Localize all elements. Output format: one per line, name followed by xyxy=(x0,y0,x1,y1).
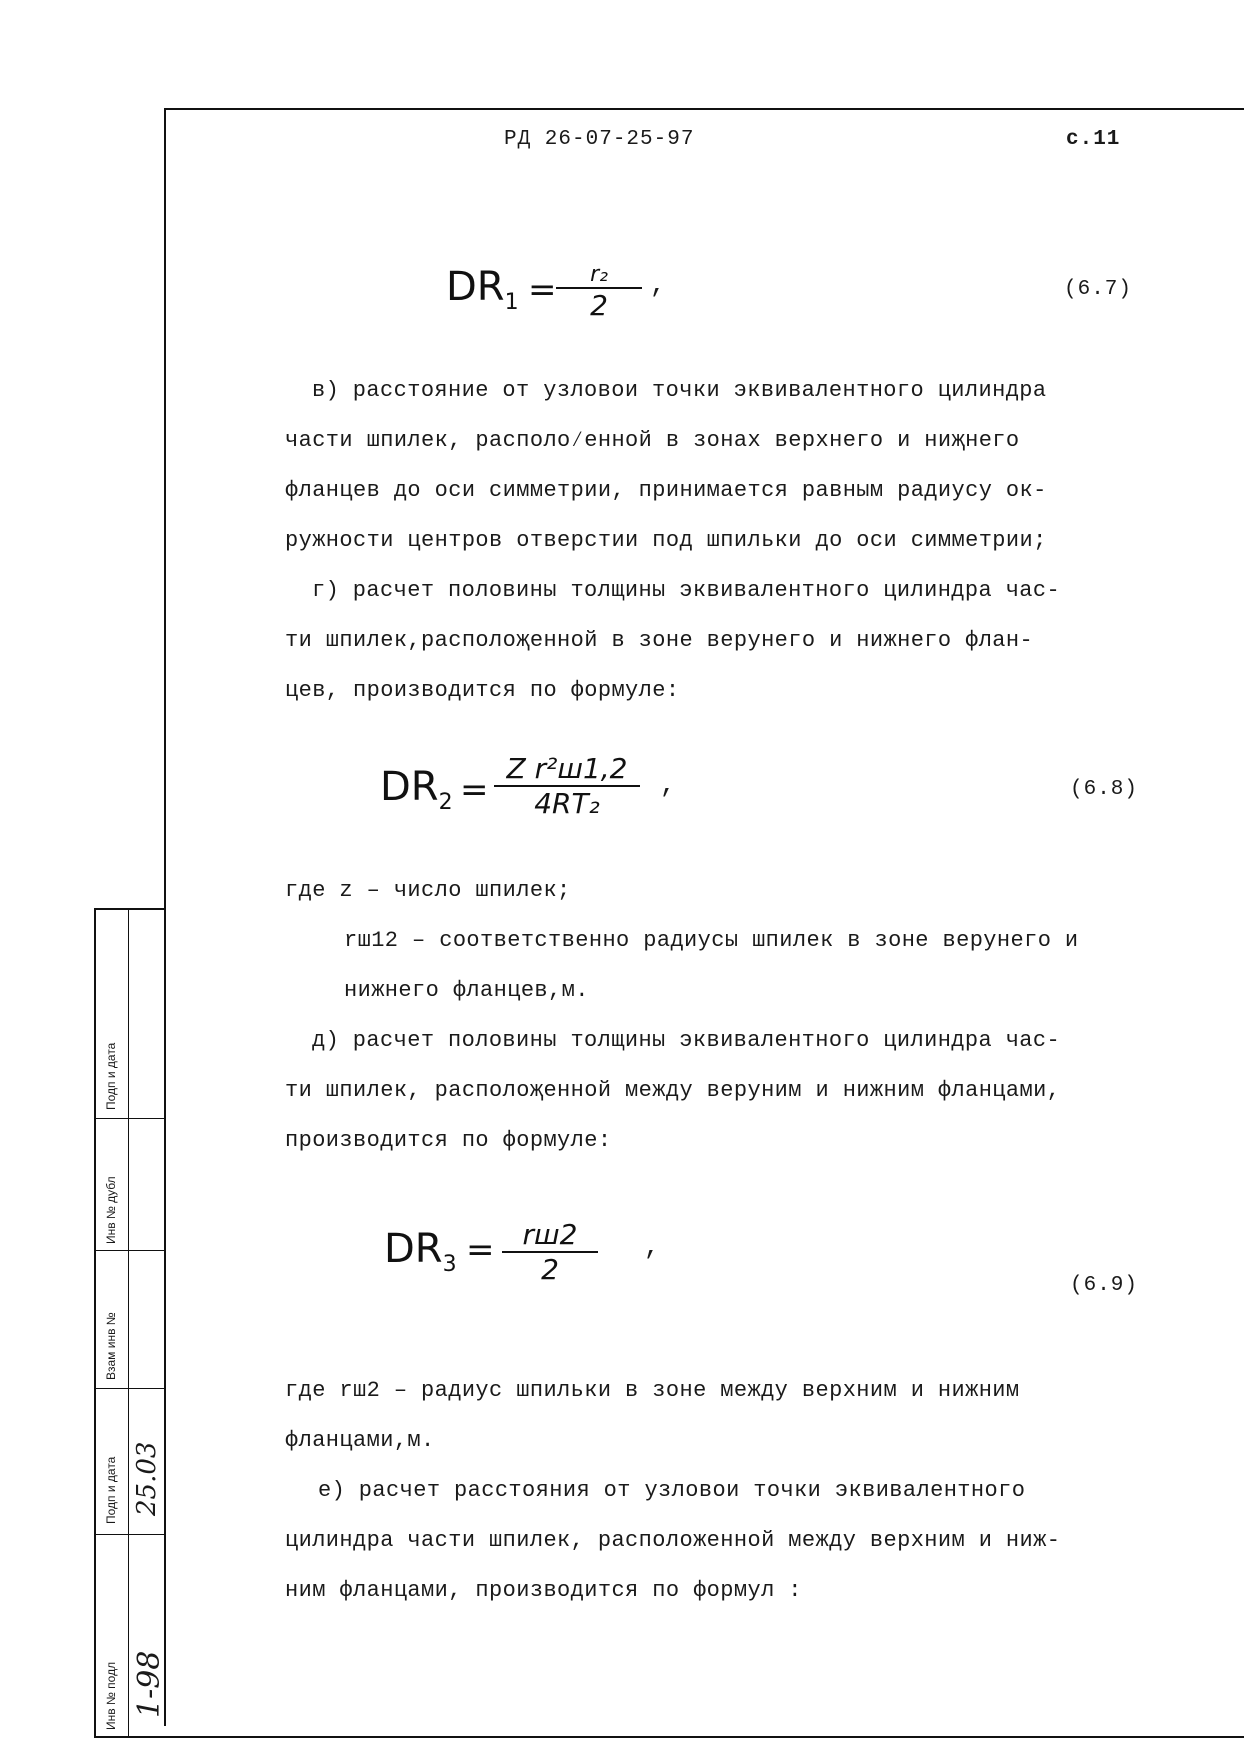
text-line: ружности центров отверстии под шпильки до оси симметрии; xyxy=(285,528,1047,553)
stamp-label: Инв № дубл xyxy=(104,1176,118,1244)
frame-top-border xyxy=(166,108,1244,110)
frame-bottom-border xyxy=(96,1736,1244,1738)
equation-number-6-7: (6.7) xyxy=(1064,278,1133,301)
margin-stamp xyxy=(94,908,166,1738)
text-line: где rш2 – радиус шпильки в зоне между верхним и нижним xyxy=(285,1378,1020,1403)
text-line: фланцев до оси симметрии, принимается равным радиусу ок- xyxy=(285,478,1047,503)
text-line: rш12 – соответственно радиусы шпилек в зоне верунего и xyxy=(344,928,1079,953)
equation-number-6-9: (6.9) xyxy=(1070,1274,1139,1297)
document-code: РД 26-07-25-97 xyxy=(504,128,695,151)
stamp-label: Подп и дата xyxy=(104,1042,118,1110)
text-line: е) расчет расстояния от узловои точки эквивалентного xyxy=(318,1478,1026,1503)
text-line: г) расчет половины толщины эквивалентного цилиндра час- xyxy=(312,578,1061,603)
stamp-label: Подп и дата xyxy=(104,1456,118,1524)
text-line: в) расстояние от узловои точки эквивалентного цилиндра xyxy=(312,378,1047,403)
text-line: ним фланцами, производится по формул : xyxy=(285,1578,802,1603)
stamp-signature-date: 25.03 xyxy=(132,1441,162,1516)
stamp-inventory-number: 1-98 xyxy=(132,1650,167,1718)
text-line: части шпилек, располо⁄енной в зонах верхнего и ниҗнего xyxy=(285,428,1020,453)
text-line: д) расчет половины толщины эквивалентного цилиндра час- xyxy=(312,1028,1061,1053)
text-line: производится по формуле: xyxy=(285,1128,612,1153)
page-number: с.11 xyxy=(1066,128,1121,151)
text-line: нижнего фланцев,м. xyxy=(344,978,589,1003)
text-line: где z – число шпилек; xyxy=(285,878,571,903)
stamp-label: Инв № подл xyxy=(104,1661,118,1730)
text-line: цилиндра части шпилек, расположенной между верхним и ниж- xyxy=(285,1528,1061,1553)
text-line: фланцами,м. xyxy=(285,1428,435,1453)
equation-number-6-8: (6.8) xyxy=(1070,778,1139,801)
text-line: ти шпилек, располоҗенной между веруним и нижним фланцами, xyxy=(285,1078,1061,1103)
text-line: ти шпилек,располоҗенной в зоне верунего и нижнего флан- xyxy=(285,628,1034,653)
text-line: цев, производится по формуле: xyxy=(285,678,680,703)
stamp-label: Взам инв № xyxy=(104,1312,118,1380)
